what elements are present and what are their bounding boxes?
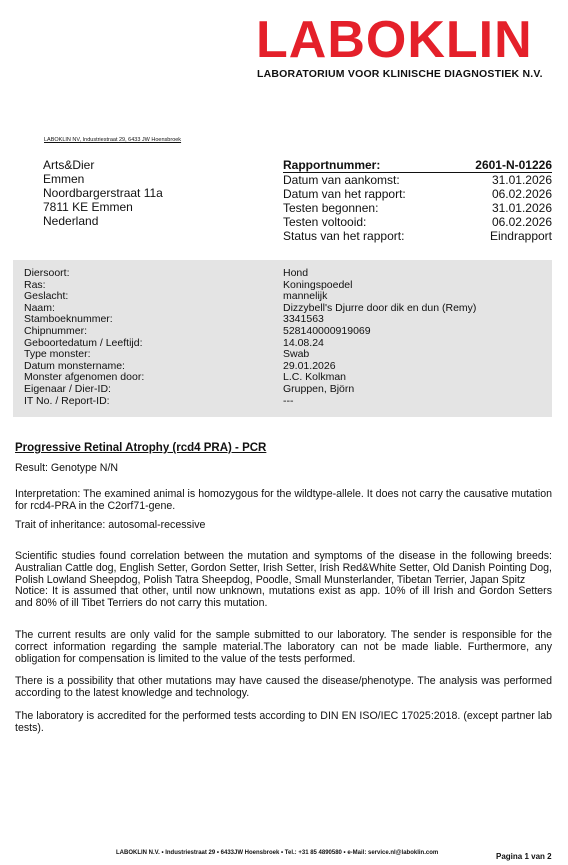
validity-disclaimer xyxy=(15,630,552,665)
test-interpretation xyxy=(15,489,552,513)
animal-label: Chipnummer: xyxy=(24,324,88,337)
laboklin-logo: LABOKLIN xyxy=(256,11,533,69)
interpretation-text: Interpretation: The examined animal is homozygous for the wildtype-allele. It does not carry the causative mutation for rcd4-PRA in the C2orf71-gene. xyxy=(15,488,552,512)
notice-text: Notice: It is assumed that other, until now unknown, mutations exist as app. 10% of ill Irish and Gordon Setters and 80% of ill Tibet Terriers do not carry this mutation. xyxy=(15,585,552,610)
animal-value: Swab xyxy=(283,348,310,361)
report-meta xyxy=(283,158,552,243)
test-title: Progressive Retinal Atrophy (rcd4 PRA) - PCR xyxy=(15,442,267,454)
animal-value: 14.08.24 xyxy=(283,336,324,349)
animal-value: L.C. Kolkman xyxy=(283,371,347,384)
animal-value: Koningspoedel xyxy=(283,278,353,291)
meta-row xyxy=(283,229,552,243)
recipient-address xyxy=(43,158,163,228)
meta-label: Datum van het rapport: xyxy=(283,187,406,201)
animal-label: Type monster: xyxy=(24,348,91,361)
recipient-line: Arts&Dier xyxy=(43,158,95,172)
animal-values xyxy=(283,268,476,407)
meta-label: Testen voltooid: xyxy=(283,215,367,229)
accreditation-text: The laboratory is accredited for the performed tests according to DIN EN ISO/IEC 17025:2018. (except partner lab tests). xyxy=(15,710,552,734)
animal-value: --- xyxy=(283,394,294,407)
meta-label: Datum van aankomst: xyxy=(283,173,400,187)
breed-studies xyxy=(15,551,552,610)
meta-label: Status van het rapport: xyxy=(283,229,405,243)
animal-labels xyxy=(24,268,144,407)
sender-address-line: LABOKLIN NV, Industriestraat 29, 6433 JW Hoensbroek xyxy=(44,137,182,143)
animal-value: Hond xyxy=(283,267,309,279)
recipient-line: Noordbargerstraat 11a xyxy=(43,186,163,200)
animal-value: 29.01.2026 xyxy=(283,359,336,372)
possibility-text: There is a possibility that other mutations may have caused the disease/phenotype. The analysis was performed according to the latest knowledge and technology. xyxy=(15,675,552,699)
meta-row xyxy=(283,173,552,187)
studies-text: Scientific studies found correlation between the mutation and symptoms of the disease in the following breeds: Australian Cattle dog, English Setter, Gordon Setter, Irish Setter, Irish Red&White Setter, Old Danish Pointing Dog, Polish Lowland Sheepdog, Polish Tatra Sheepdog, Poodle, Small Munsterlander, Tibetan Terrier, Japan Spitz xyxy=(15,550,552,586)
recipient-line: Emmen xyxy=(43,172,85,186)
meta-value: 06.02.2026 xyxy=(491,215,552,229)
trait-text: Trait of inheritance: autosomal-recessive xyxy=(15,519,206,531)
animal-value: Gruppen, Björn xyxy=(283,382,355,395)
page-number: Pagina 1 van 2 xyxy=(496,852,552,861)
animal-value: 528140000919069 xyxy=(283,324,371,337)
report-number: 2601-N-01226 xyxy=(475,158,552,172)
accreditation-note xyxy=(15,711,552,735)
footer-address: LABOKLIN N.V. • Industriestraat 29 • 6433JW Hoensbroek • Tel.: +31 85 4890580 • e-Mail: service.nl@laboklin.com xyxy=(116,850,439,856)
animal-label: Eigenaar / Dier-ID: xyxy=(24,382,111,395)
test-trait xyxy=(15,520,552,532)
meta-row xyxy=(283,187,552,201)
meta-value: 31.01.2026 xyxy=(491,201,552,215)
animal-label: Ras: xyxy=(24,278,46,291)
animal-value: mannelijk xyxy=(283,290,328,303)
animal-label: IT No. / Report-ID: xyxy=(24,394,110,407)
report-number-row xyxy=(283,158,552,173)
meta-value: 06.02.2026 xyxy=(491,187,552,201)
meta-label: Rapportnummer: xyxy=(283,158,381,172)
meta-row xyxy=(283,201,552,215)
animal-value: Dizzybell's Djurre door dik en dun (Remy) xyxy=(283,301,477,314)
test-result xyxy=(15,463,552,475)
recipient-line: 7811 KE Emmen xyxy=(43,200,133,214)
possibility-note xyxy=(15,676,552,700)
meta-row xyxy=(283,215,552,229)
meta-value: Eindrapport xyxy=(489,229,552,243)
result-text: Result: Genotype N/N xyxy=(15,462,119,474)
recipient-line: Nederland xyxy=(43,214,99,228)
meta-value: 31.01.2026 xyxy=(491,173,552,187)
animal-label: Datum monstername: xyxy=(24,359,125,372)
animal-label: Stamboeknummer: xyxy=(24,313,113,326)
animal-label: Geboortedatum / Leeftijd: xyxy=(24,336,143,349)
animal-label: Geslacht: xyxy=(24,290,69,303)
meta-label: Testen begonnen: xyxy=(283,201,379,215)
animal-label: Naam: xyxy=(24,301,55,314)
animal-value: 3341563 xyxy=(283,313,324,326)
animal-label: Diersoort: xyxy=(24,267,70,279)
animal-label: Monster afgenomen door: xyxy=(24,371,145,384)
lab-subtitle: LABORATORIUM VOOR KLINISCHE DIAGNOSTIEK N.V. xyxy=(257,68,543,80)
validity-text: The current results are only valid for the sample submitted to our laboratory. The sender is responsible for the correct information regarding the sample material.The laboratory can not be made liable. Furthermore, any obligation for compensation is limited to the value of the tests performed. xyxy=(15,629,552,665)
